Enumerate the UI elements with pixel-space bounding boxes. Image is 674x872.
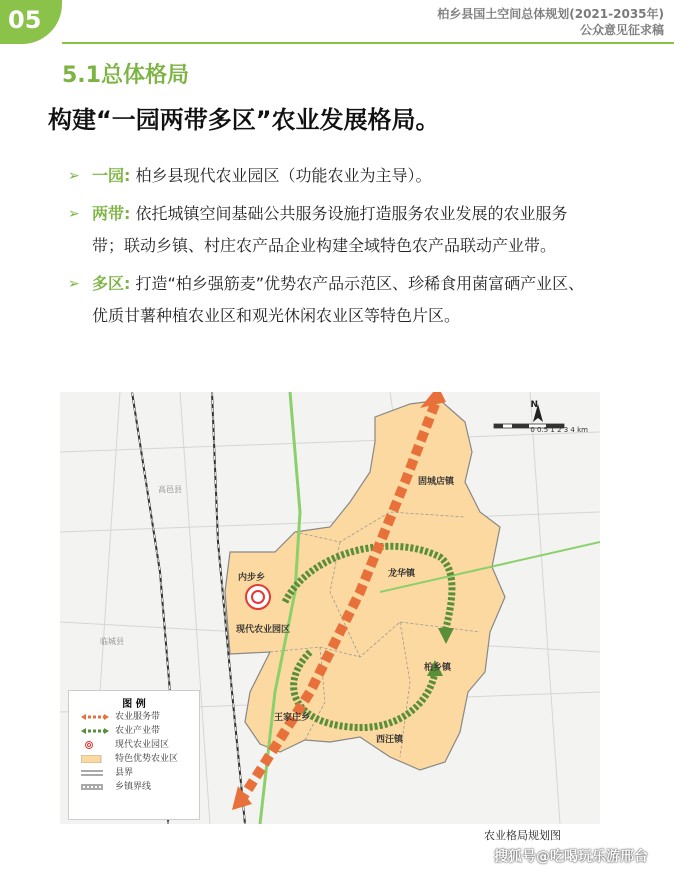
bullet-term: 两带:: [92, 204, 131, 223]
bullet-item: [68, 268, 588, 332]
legend-item-township-boundary: 乡镇界线: [69, 780, 199, 794]
bullet-text: 依托城镇空间基础公共服务设施打造服务农业发展的农业服务带；联动乡镇、村庄农产品企业构建全域特色农产品联动产业带。: [92, 204, 568, 255]
place-label-gucheng: 固城店镇: [418, 477, 455, 487]
place-label-xiwang: 西汪镇: [376, 735, 404, 745]
special-agriculture-zone: [225, 400, 505, 770]
header-divider: [62, 42, 674, 44]
map-caption: 农业格局规划图: [484, 829, 561, 842]
section-title: 5.1总体格局: [62, 63, 189, 88]
county-boundary-symbol-icon: [81, 769, 109, 777]
document-title-line1: 柏乡县国土空间总体规划(2021-2035年): [437, 7, 664, 21]
main-heading: 构建“一园两带多区”农业发展格局。: [48, 106, 440, 134]
bullet-text: 柏乡县现代农业园区（功能农业为主导）。: [135, 166, 432, 185]
bullet-item: [68, 198, 588, 262]
map-legend: [68, 690, 200, 820]
township-boundary-symbol-icon: [81, 783, 109, 791]
legend-item-park: 现代农业园区: [69, 738, 199, 752]
north-label: N: [530, 400, 538, 410]
place-label-lincheng: 临城县: [100, 637, 124, 646]
park-symbol-icon: [81, 741, 109, 749]
industry-belt-symbol-icon: [81, 727, 109, 735]
page-number-badge: [0, 0, 62, 44]
bullet-item: [68, 160, 588, 192]
legend-item-service-belt: 农业服务带: [69, 710, 199, 724]
legend-item-county-boundary: 县界: [69, 766, 199, 780]
modern-agriculture-park-icon: [246, 585, 270, 609]
zone-symbol-icon: [81, 755, 109, 763]
bullet-term: 一园:: [92, 166, 131, 185]
arrow-bullet-icon: ➢: [68, 276, 80, 292]
legend-item-zone: 特色优势农业区: [69, 752, 199, 766]
bullet-list: [68, 160, 588, 338]
place-label-wangjiazhuang: 王家庄乡: [274, 713, 311, 723]
bullet-term: 多区:: [92, 274, 131, 293]
legend-title: 图 例: [122, 699, 146, 710]
page-number: 05: [8, 6, 42, 34]
watermark: 搜狐号@吃喝玩乐游邢台: [494, 849, 648, 865]
bullet-text: 打造“柏乡强筋麦”优势农产品示范区、珍稀食用菌富硒产业区、优质甘薯种植农业区和观光休闲农业区等特色片区。: [92, 274, 585, 325]
place-label-neibu: 内步乡: [238, 573, 266, 583]
arrow-bullet-icon: ➢: [68, 168, 80, 184]
scale-unit: km: [577, 426, 588, 434]
document-title-line2: 公众意见征求稿: [579, 23, 664, 37]
legend-item-industry-belt: 农业产业带: [69, 724, 199, 738]
place-label-gaoyi: 高邑县: [158, 485, 182, 494]
service-belt-symbol-icon: [81, 713, 109, 721]
scale-bar: [530, 426, 588, 434]
agriculture-layout-map: [60, 392, 600, 824]
scale-text: 0 0.5 1 2 3 4: [530, 426, 575, 434]
document-title: [437, 6, 664, 38]
place-label-longhua: 龙华镇: [388, 569, 416, 579]
place-label-baixiang: 柏乡镇: [424, 663, 452, 673]
place-label-park: 现代农业园区: [236, 625, 291, 635]
arrow-bullet-icon: ➢: [68, 206, 80, 222]
